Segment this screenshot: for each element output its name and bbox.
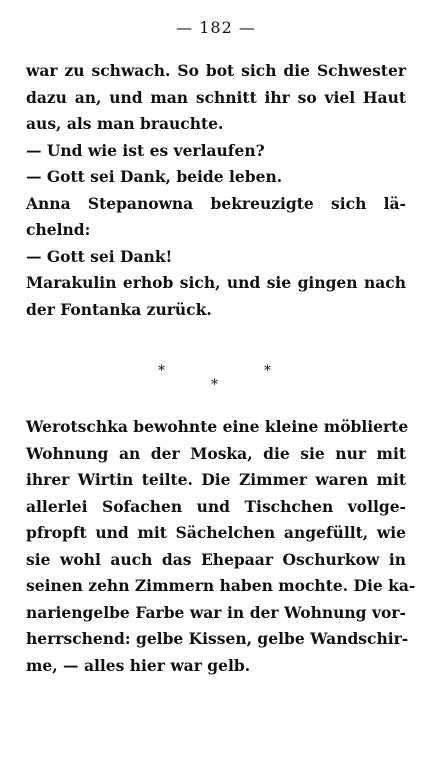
text-line: war zu schwach. So bot sich die Schwester — [26, 61, 406, 80]
page-number: — 182 — — [176, 18, 256, 37]
text-line: Wohnung an der Moska, die sie nur mit — [26, 443, 406, 463]
text-line: Werotschka bewohnte eine kleine möblierte — [26, 417, 409, 436]
text-block-dialogue — [26, 58, 406, 323]
text-line: allerlei Sofachen und Tischchen vollge- — [26, 496, 406, 516]
text-line: — Gott sei Dank! — [26, 246, 173, 266]
text-line: Anna Stepanowna bekreuzigte sich lä- — [26, 193, 406, 213]
text-line: — Gott sei Dank, beide leben. — [26, 167, 283, 186]
text-line: der Fontanka zurück. — [26, 299, 212, 319]
text-line: Marakulin erhob sich, und sie gingen nach — [26, 273, 406, 292]
text-line: seinen zehn Zimmern haben mochte. Die ka- — [26, 576, 416, 595]
text-line: pfropft und mit Sächelchen angefüllt, wie — [26, 523, 406, 542]
text-line: dazu an, und man schnitt ihr so viel Haut — [26, 87, 406, 107]
text-block-narrative — [26, 414, 416, 679]
text-line: me, — alles hier war gelb. — [26, 655, 251, 675]
text-line: — Und wie ist es verlaufen? — [26, 140, 265, 160]
separator-asterisk: * — [158, 363, 165, 379]
text-line: sie wohl auch das Ehepaar Oschurkow in — [26, 549, 406, 569]
text-line: herrschend: gelbe Kissen, gelbe Wandschir- — [26, 629, 409, 648]
separator-asterisk: * — [264, 363, 271, 379]
text-line: aus, als man brauchte. — [26, 114, 224, 133]
text-line: nariengelbe Farbe war in der Wohnung vor- — [26, 602, 406, 622]
text-line: ihrer Wirtin teilte. Die Zimmer waren mit — [26, 470, 406, 489]
separator-asterisk: * — [211, 377, 218, 393]
text-line: chelnd: — [26, 220, 91, 239]
section-separator — [0, 360, 432, 393]
